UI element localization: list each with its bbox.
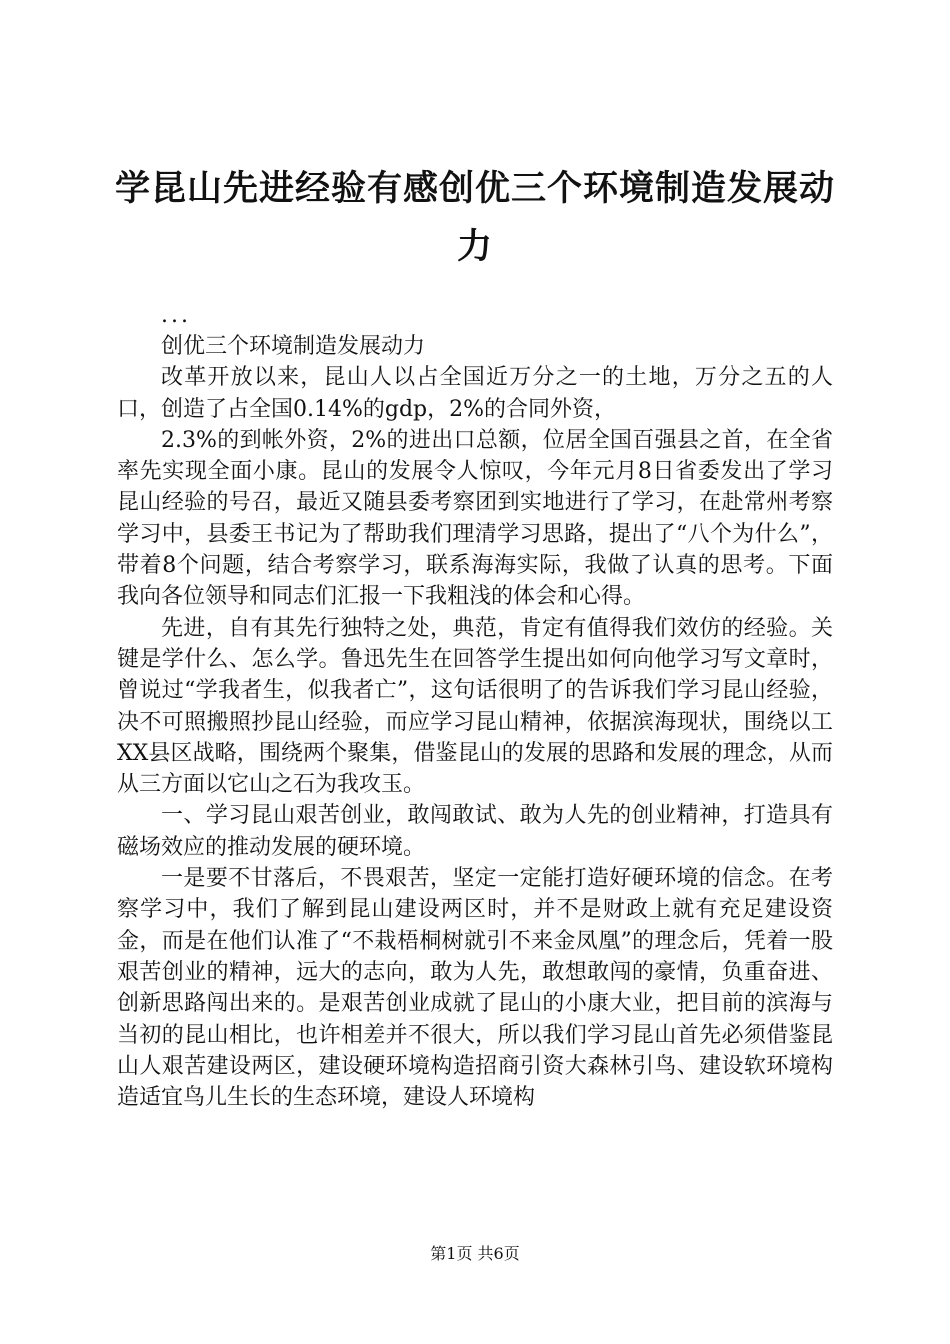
body-paragraph: 先进，自有其先行独特之处，典范，肯定有值得我们效仿的经验。关键是学什么、怎么学。鲁迅先生在回答学生提出如何向他学习写文章时，曾说过“学我者生，似我者亡”，这句话很明了的告诉我们学习昆山经验，决不可照搬照抄昆山经验，而应学习昆山精神，依据滨海现状，围绕以工XX县区战略，围绕两个聚集，借鉴昆山的发展的思路和发展的理念，从而从三方面以它山之石为我攻玉。 [117, 615, 833, 798]
section-heading-paragraph: 一、学习昆山艰苦创业，敢闯敢试、敢为人先的创业精神，打造具有磁场效应的推动发展的硬环境。 [117, 803, 833, 860]
body-paragraph: 2.3%的到帐外资，2%的进出口总额，位居全国百强县之首，在全省率先实现全面小康。昆山的发展令人惊叹，今年元月8日省委发出了学习昆山经验的号召，最近又随县委考察团到实地进行了学习，在赴常州考察学习中，县委王书记为了帮助我们理清学习思路，提出了“八个为什么”，带着8个问题，结合考察学习，联系海海实际，我做了认真的思考。下面我向各位领导和同志们汇报一下我粗浅的体会和心得。 [117, 427, 833, 610]
ellipsis-line: ... [161, 303, 191, 328]
page-footer: 第1页 共6页 [430, 1244, 520, 1263]
body-paragraph: 一是要不甘落后，不畏艰苦，坚定一定能打造好硬环境的信念。在考察学习中，我们了解到昆山建设两区时，并不是财政上就有充足建设资金，而是在他们认准了“不栽梧桐树就引不来金凤凰”的理念后，凭着一股艰苦创业的精神，远大的志向，敢为人先，敢想敢闯的豪情，负重奋进、创新思路闯出来的。是艰苦创业成就了昆山的小康大业，把目前的滨海与当初的昆山相比，也许相差并不很大，所以我们学习昆山首先必须借鉴昆山人艰苦建设两区，建设硬环境构造招商引资大森林引鸟、建设软环境构造适宜鸟儿生长的生态环境，建设人环境构 [117, 866, 833, 1111]
document-body [117, 300, 833, 1113]
subtitle-paragraph: 创优三个环境制造发展动力 [161, 334, 426, 359]
document-title: 学昆山先进经验有感创优三个环境制造发展动力 [114, 169, 835, 267]
body-paragraph: 改革开放以来，昆山人以占全国近万分之一的土地，万分之五的人口，创造了占全国0.14%的gdp，2%的合同外资， [117, 365, 833, 422]
